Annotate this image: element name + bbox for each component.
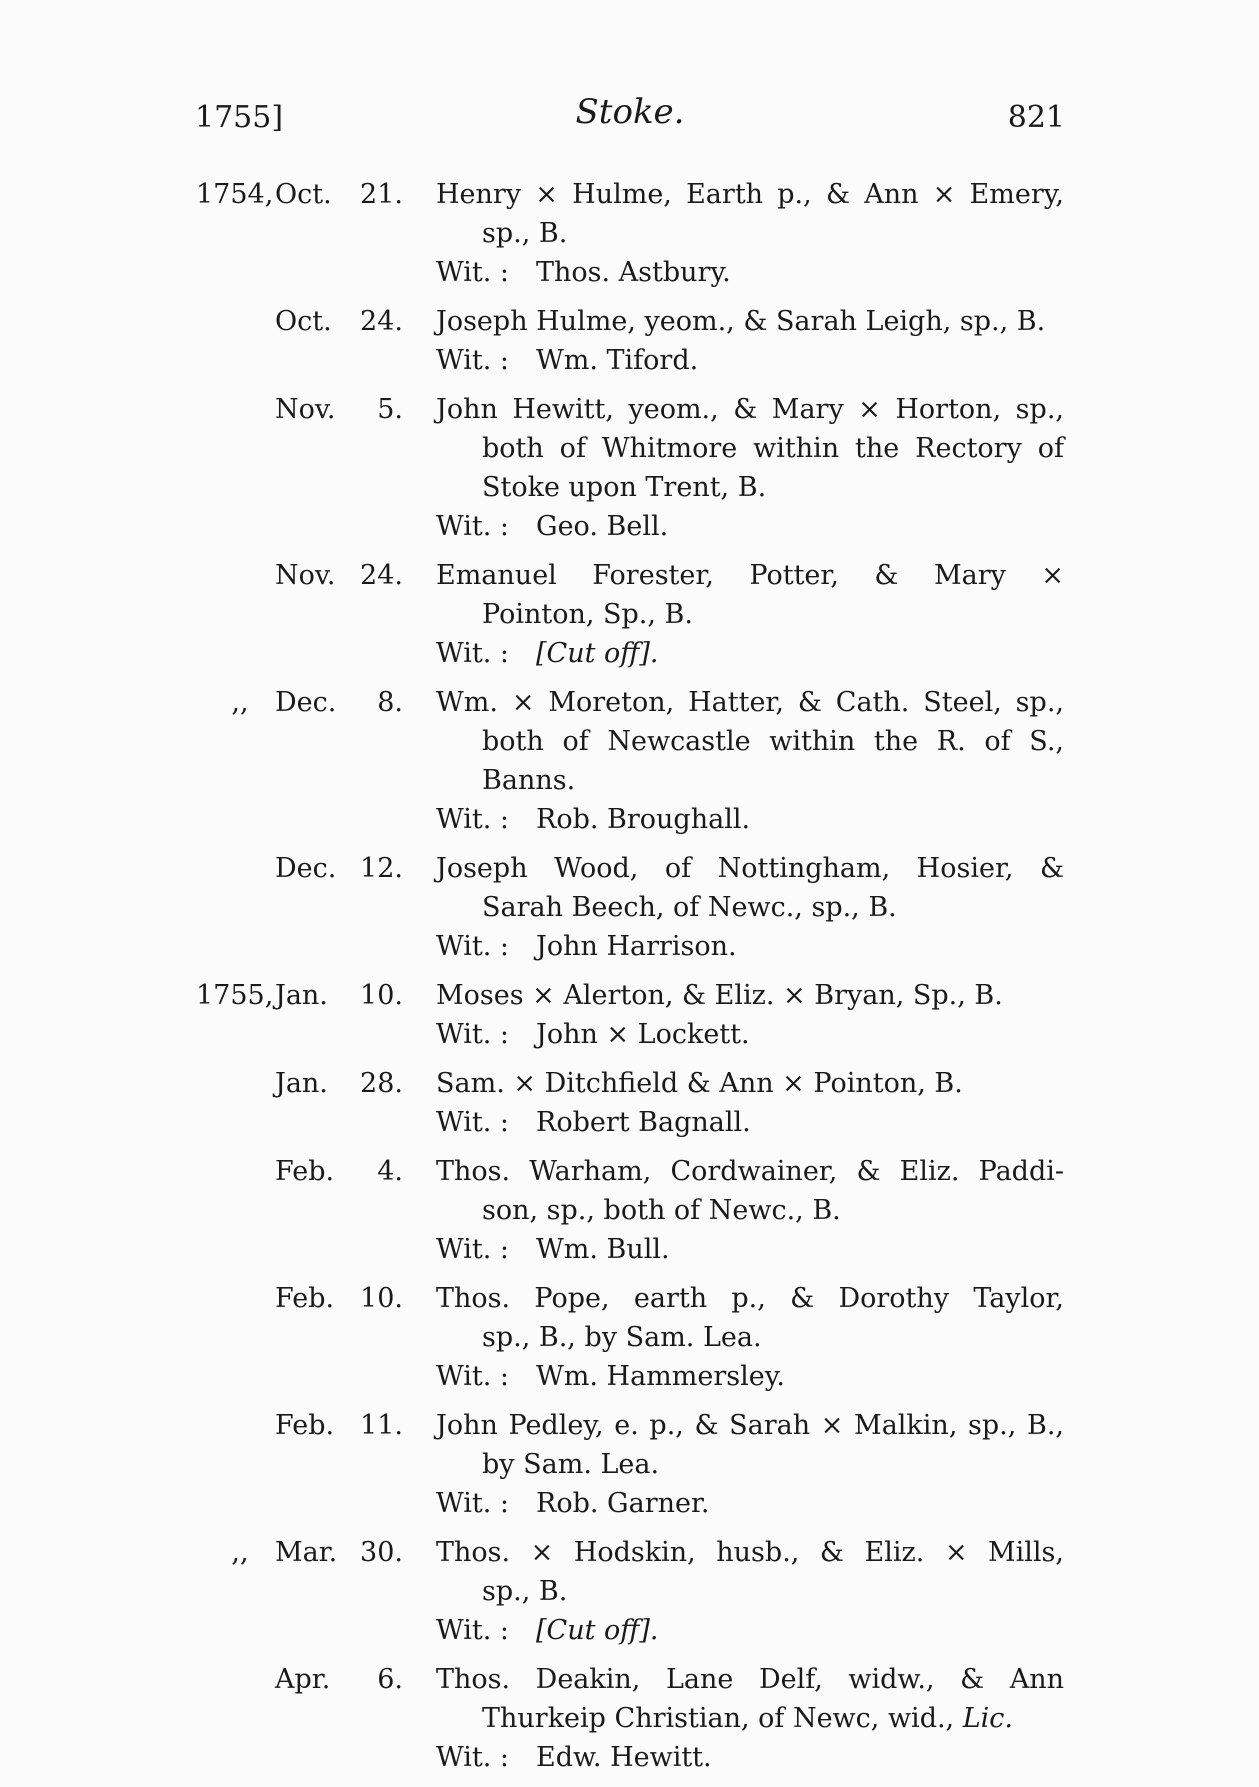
register-entry [0,390,1259,546]
entry-text: by Sam. Lea. [482,1449,660,1480]
witness-line [0,927,1259,966]
entry-text: Wm. × Moreton, Hatter, & Cath. Steel, sp., [436,687,1064,718]
witness [436,1484,710,1523]
entry-line [0,849,1259,888]
witness-label: Wit. : [436,1107,510,1138]
witness-name: [Cut off]. [536,638,659,669]
entry-day: 12. [360,853,403,884]
entry-day: 8. [377,687,403,718]
entry-month: Nov. [275,560,336,591]
entry-line [0,390,1259,429]
entry-line [0,722,1259,761]
entry-month: Oct. [275,306,332,337]
witness-name: Robert Bagnall. [536,1107,751,1138]
header-parish-title: Stoke. [575,92,685,132]
register-entry [0,976,1259,1054]
entry-text: Joseph Hulme, yeom., & Sarah Leigh, sp., B. [436,306,1046,337]
ditto-mark: ,, [231,687,249,718]
entry-line [0,1191,1259,1230]
entry-day: 30. [360,1537,403,1568]
witness-line [0,800,1259,839]
entry-month: Oct. [275,179,332,210]
witness [436,507,668,546]
witness-label: Wit. : [436,1361,510,1392]
entry-day: 28. [360,1068,403,1099]
witness-name: Geo. Bell. [536,511,669,542]
entry-month: Feb. [275,1156,335,1187]
entry-line [0,1533,1259,1572]
register-entry [0,1279,1259,1396]
witness-name: Wm. Hammersley. [536,1361,785,1392]
register-entry [0,1064,1259,1142]
entry-text: sp., B. [482,1576,568,1607]
entry-day: 10. [360,1283,403,1314]
entry-day: 5. [377,394,403,425]
entry-month: Feb. [275,1283,335,1314]
entry-line [0,302,1259,341]
witness-line [0,1611,1259,1650]
witness-name: John Harrison. [536,931,737,962]
witness-label: Wit. : [436,257,510,288]
register-entry [0,1533,1259,1650]
entry-text: both of Newcastle within the R. of S., [482,726,1064,757]
entry-day: 11. [360,1410,403,1441]
entry-line [0,888,1259,927]
entry-day: 10. [360,980,403,1011]
entry-text: Moses × Alerton, & Eliz. × Bryan, Sp., B. [436,980,1003,1011]
witness [436,253,731,292]
entry-line [0,595,1259,634]
entry-text: son, sp., both of Newc., B. [482,1195,841,1226]
entry-day: 4. [377,1156,403,1187]
ditto-mark: ,, [231,1537,249,1568]
entry-line [0,1572,1259,1611]
entry-line [0,1318,1259,1357]
entry-text: sp., B. [482,218,568,249]
witness-line [0,1103,1259,1142]
marriage-register-entries [0,175,1259,1787]
witness-label: Wit. : [436,804,510,835]
entry-day: 24. [360,560,403,591]
witness-name: Thos. Astbury. [536,257,731,288]
entry-month: Dec. [275,687,337,718]
witness-label: Wit. : [436,638,510,669]
witness-label: Wit. : [436,1742,510,1773]
witness-name: Wm. Bull. [536,1234,670,1265]
witness-name: Rob. Garner. [536,1488,710,1519]
entry-line [0,429,1259,468]
entry-text: Sarah Beech, of Newc., sp., B. [482,892,897,923]
witness [436,1357,785,1396]
entry-line [0,976,1259,1015]
witness-line [0,1484,1259,1523]
witness-line [0,341,1259,380]
entry-text: Thos. Deakin, Lane Delf, widw., & Ann [436,1664,1064,1695]
witness-line [0,1738,1259,1777]
entry-year: 1755, [196,980,274,1011]
entry-text: Joseph Wood, of Nottingham, Hosier, & [436,853,1064,884]
entry-year: 1754, [196,179,274,210]
witness [436,1103,751,1142]
witness-label: Wit. : [436,1234,510,1265]
entry-day: 21. [360,179,403,210]
entry-text: Henry × Hulme, Earth p., & Ann × Emery, [436,179,1064,210]
entry-line [0,1064,1259,1103]
witness [436,1738,712,1777]
entry-line [0,1660,1259,1699]
witness-label: Wit. : [436,931,510,962]
witness-name: Rob. Broughall. [536,804,751,835]
witness [436,634,659,673]
witness-line [0,634,1259,673]
register-entry [0,175,1259,292]
witness [436,341,698,380]
entry-text: Sam. × Ditchfield & Ann × Pointon, B. [436,1068,963,1099]
entry-text: Thurkeip Christian, of Newc, wid., Lic. [482,1703,1014,1734]
entry-text: Banns. [482,765,576,796]
page-number: 821 [1007,100,1065,135]
entry-day: 6. [377,1664,403,1695]
entry-text: Thos. × Hodskin, husb., & Eliz. × Mills, [436,1537,1064,1568]
register-entry [0,556,1259,673]
entry-line [0,468,1259,507]
witness-label: Wit. : [436,1488,510,1519]
register-entry [0,302,1259,380]
entry-text: Thos. Pope, earth p., & Dorothy Taylor, [436,1283,1064,1314]
register-entry [0,1152,1259,1269]
running-header [195,92,1065,142]
entry-day: 24. [360,306,403,337]
witness-name: Wm. Tiford. [536,345,699,376]
witness-label: Wit. : [436,345,510,376]
witness [436,1230,670,1269]
register-entry [0,1660,1259,1777]
witness [436,927,737,966]
entry-text: John Pedley, e. p., & Sarah × Malkin, sp., B., [436,1410,1064,1441]
entry-line [0,1445,1259,1484]
entry-line [0,1152,1259,1191]
entry-text: Stoke upon Trent, B. [482,472,767,503]
entry-month: Jan. [275,980,328,1011]
witness [436,1611,659,1650]
witness-name: [Cut off]. [536,1615,659,1646]
entry-month: Jan. [275,1068,328,1099]
witness-line [0,1357,1259,1396]
entry-month: Dec. [275,853,337,884]
entry-month: Apr. [275,1664,331,1695]
register-entry [0,849,1259,966]
entry-line [0,1699,1259,1738]
entry-month: Nov. [275,394,336,425]
entry-month: Mar. [275,1537,338,1568]
register-entry [0,683,1259,839]
entry-line [0,683,1259,722]
witness-label: Wit. : [436,1615,510,1646]
entry-month: Feb. [275,1410,335,1441]
witness-name: John × Lockett. [536,1019,750,1050]
entry-text: Emanuel Forester, Potter, & Mary × [436,560,1064,591]
witness-line [0,1230,1259,1269]
witness-line [0,1015,1259,1054]
witness-label: Wit. : [436,1019,510,1050]
header-year: 1755] [195,100,284,135]
entry-line [0,556,1259,595]
entry-line [0,1279,1259,1318]
witness-line [0,507,1259,546]
entry-text: sp., B., by Sam. Lea. [482,1322,762,1353]
register-entry [0,1406,1259,1523]
witness-name: Edw. Hewitt. [536,1742,712,1773]
entry-text: both of Whitmore within the Rectory of [482,433,1064,464]
entry-line [0,1406,1259,1445]
entry-text: Pointon, Sp., B. [482,599,693,630]
witness-line [0,253,1259,292]
entry-line [0,761,1259,800]
witness [436,1015,750,1054]
witness-label: Wit. : [436,511,510,542]
entry-text: Thos. Warham, Cordwainer, & Eliz. Paddi- [436,1156,1064,1187]
entry-line [0,175,1259,214]
entry-line [0,214,1259,253]
entry-text: John Hewitt, yeom., & Mary × Horton, sp., [436,394,1064,425]
witness [436,800,750,839]
